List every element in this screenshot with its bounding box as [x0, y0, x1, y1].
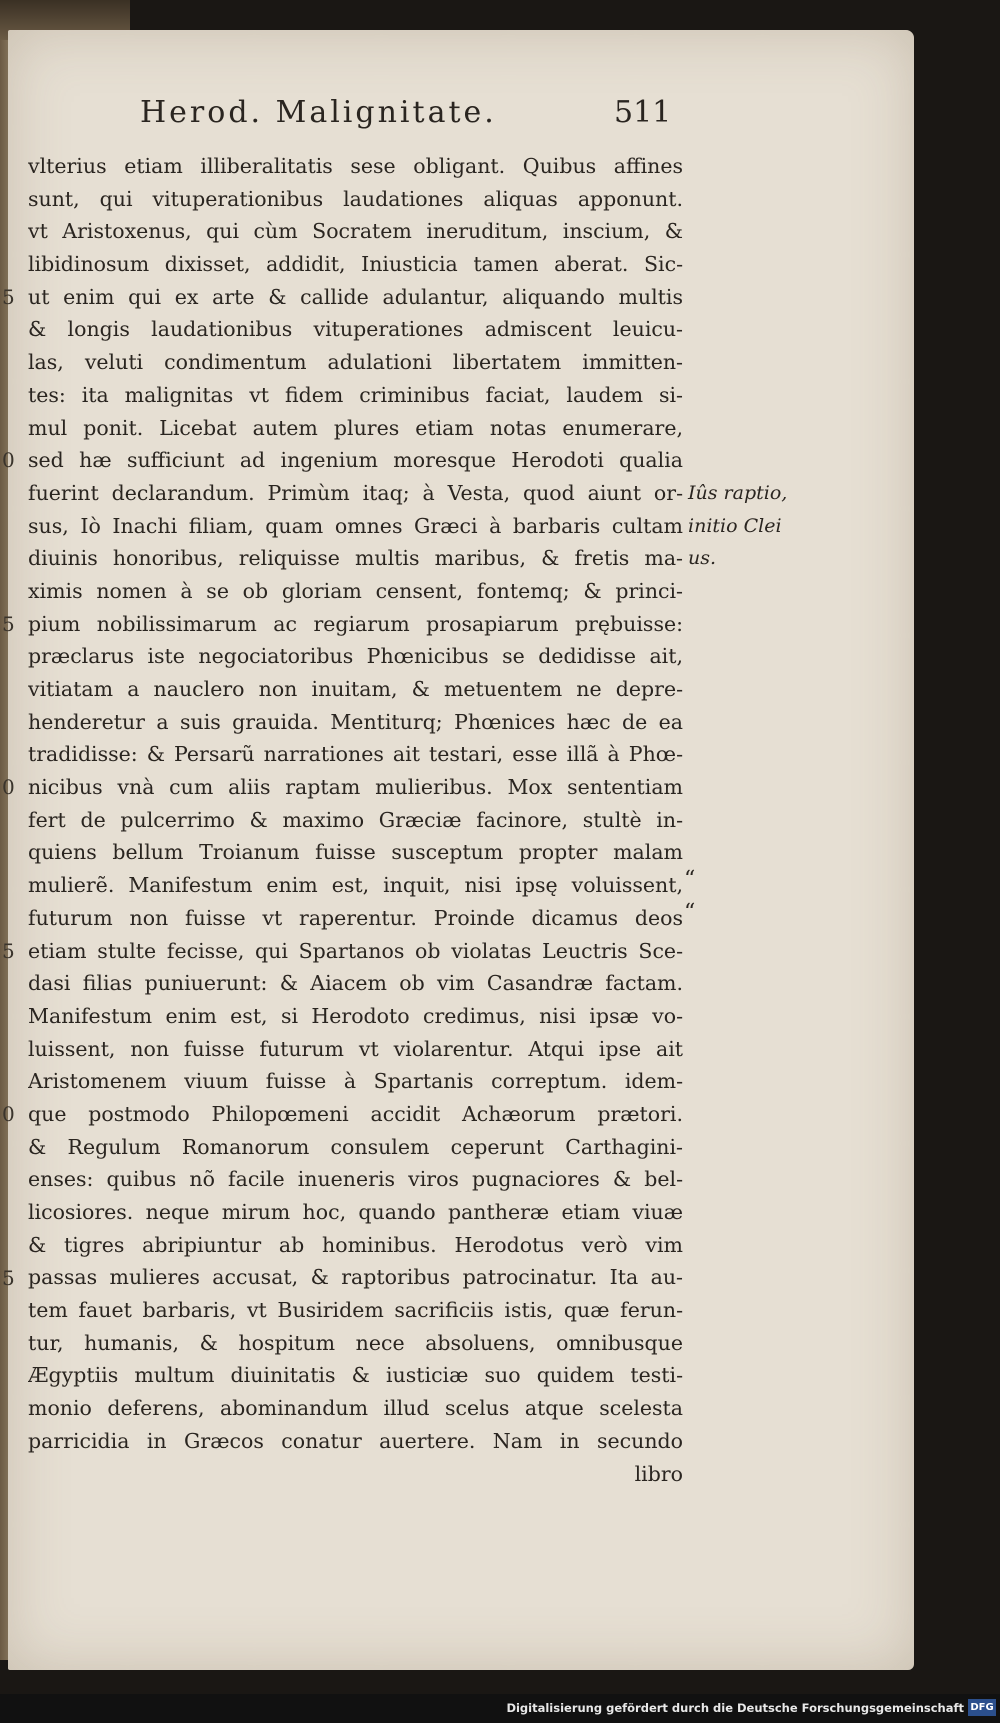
running-title: Herod. Malignitate. [140, 95, 497, 130]
line-number-mark: 0 [2, 448, 15, 473]
text-line: que postmodo Philopœmeni accidit Achæorum prætori. [28, 1101, 683, 1126]
text-line: Ægyptiis multum diuinitatis & iusticiæ suo quidem testi- [28, 1363, 683, 1388]
text-line: tem fauet barbaris, vt Busiridem sacrificiis istis, quæ ferun- [28, 1298, 683, 1323]
text-line: mul ponit. Licebat autem plures etiam notas enumerare, [28, 415, 683, 440]
text-line: vt Aristoxenus, qui cùm Socratem ineruditum, inscium, & [28, 219, 683, 244]
quote-mark: “ [684, 867, 696, 893]
text-line: sed hæ sufficiunt ad ingenium moresque Herodoti qualia [28, 448, 683, 473]
text-line: sunt, qui vituperationibus laudationes aliquas apponunt. [28, 186, 683, 211]
text-line: tradidisse: & Persarũ narrationes ait testari, esse illã à Phœ- [28, 742, 683, 767]
text-line: & tigres abripiuntur ab hominibus. Herodotus verò vim [28, 1232, 683, 1257]
quote-mark: “ [684, 900, 696, 926]
dfg-logo-icon: DFG [968, 1699, 996, 1716]
text-line: diuinis honoribus, reliquisse multis maribus, & fretis ma- [28, 546, 683, 571]
text-line: parricidia in Græcos conatur auertere. Nam in secundo [28, 1428, 683, 1453]
text-line: enses: quibus nõ facile inueneris viros pugnaciores & bel- [28, 1167, 683, 1192]
text-line: ut enim qui ex arte & callide adulantur, aliquando multis [28, 284, 683, 309]
text-line: mulierẽ. Manifestum enim est, inquit, nisi ipsę voluissent, [28, 873, 683, 898]
text-line: libidinosum dixisset, addidit, Iniusticia tamen aberat. Sic- [28, 252, 683, 277]
text-line: las, veluti condimentum adulationi libertatem immitten- [28, 350, 683, 375]
line-number-mark: 0 [2, 775, 15, 800]
marginal-note-line: us. [688, 547, 717, 570]
text-line: tur, humanis, & hospitum nece absoluens, omnibusque [28, 1330, 683, 1355]
line-number-mark: 5 [2, 284, 15, 309]
text-line: & Regulum Romanorum consulem ceperunt Carthagini- [28, 1134, 683, 1159]
text-line: luissent, non fuisse futurum vt violarentur. Atqui ipse ait [28, 1036, 683, 1061]
text-line: præclarus iste negociatoribus Phœnicibus se dedidisse ait, [28, 644, 683, 669]
text-line: Aristomenem viuum fuisse à Spartanis correptum. idem- [28, 1069, 683, 1094]
text-line: sus, Iò Inachi filiam, quam omnes Græci à barbaris cultam [28, 513, 683, 538]
text-line: dasi filias puniuerunt: & Aiacem ob vim Casandræ factam. [28, 971, 683, 996]
text-line: etiam stulte fecisse, qui Spartanos ob violatas Leuctris Sce- [28, 938, 683, 963]
text-line: henderetur a suis grauida. Mentiturq; Phœnices hæc de ea [28, 709, 683, 734]
text-line: ximis nomen à se ob gloriam censent, fontemq; & princi- [28, 578, 683, 603]
text-line: passas mulieres accusat, & raptoribus patrocinatur. Ita au- [28, 1265, 683, 1290]
text-line: fuerint declarandum. Primùm itaq; à Vesta, quod aiunt or- [28, 480, 683, 505]
text-line: Manifestum enim est, si Herodoto credimus, nisi ipsæ vo- [28, 1003, 683, 1028]
text-line: fert de pulcerrimo & maximo Græciæ facinore, stultè in- [28, 807, 683, 832]
digitization-credit: Digitalisierung gefördert durch die Deutsche Forschungsgemeinschaft [506, 1701, 964, 1715]
text-line: nicibus vnà cum aliis raptam mulieribus. Mox sententiam [28, 775, 683, 800]
body-text [28, 150, 683, 1490]
text-line: pium nobilissimarum ac regiarum prosapiarum prębuisse: [28, 611, 683, 636]
text-line: licosiores. neque mirum hoc, quando pantheræ etiam viuæ [28, 1200, 683, 1224]
text-line: monio deferens, abominandum illud scelus atque scelesta [28, 1396, 683, 1421]
line-number-mark: 0 [2, 1102, 15, 1127]
text-line: vitiatam a nauclero non inuitam, & metuentem ne depre- [28, 677, 683, 701]
marginal-note-line: initio Clei [688, 514, 782, 537]
text-line: futurum non fuisse vt raperentur. Proinde dicamus deos [28, 905, 683, 930]
marginal-note-line: Iûs raptio, [688, 482, 788, 504]
line-number-mark: 5 [2, 611, 15, 636]
text-line: libro [634, 1461, 683, 1486]
line-number-mark: 5 [2, 938, 15, 963]
page-number: 511 [614, 95, 672, 130]
line-number-mark: 5 [2, 1265, 15, 1290]
text-line: vlterius etiam illiberalitatis sese obligant. Quibus affines [28, 154, 683, 178]
text-line: quiens bellum Troianum fuisse susceptum propter malam [28, 840, 683, 865]
text-line: tes: ita malignitas vt fidem criminibus faciat, laudem si- [28, 382, 683, 407]
text-line: & longis laudationibus vituperationes admiscent leuicu- [28, 317, 683, 342]
